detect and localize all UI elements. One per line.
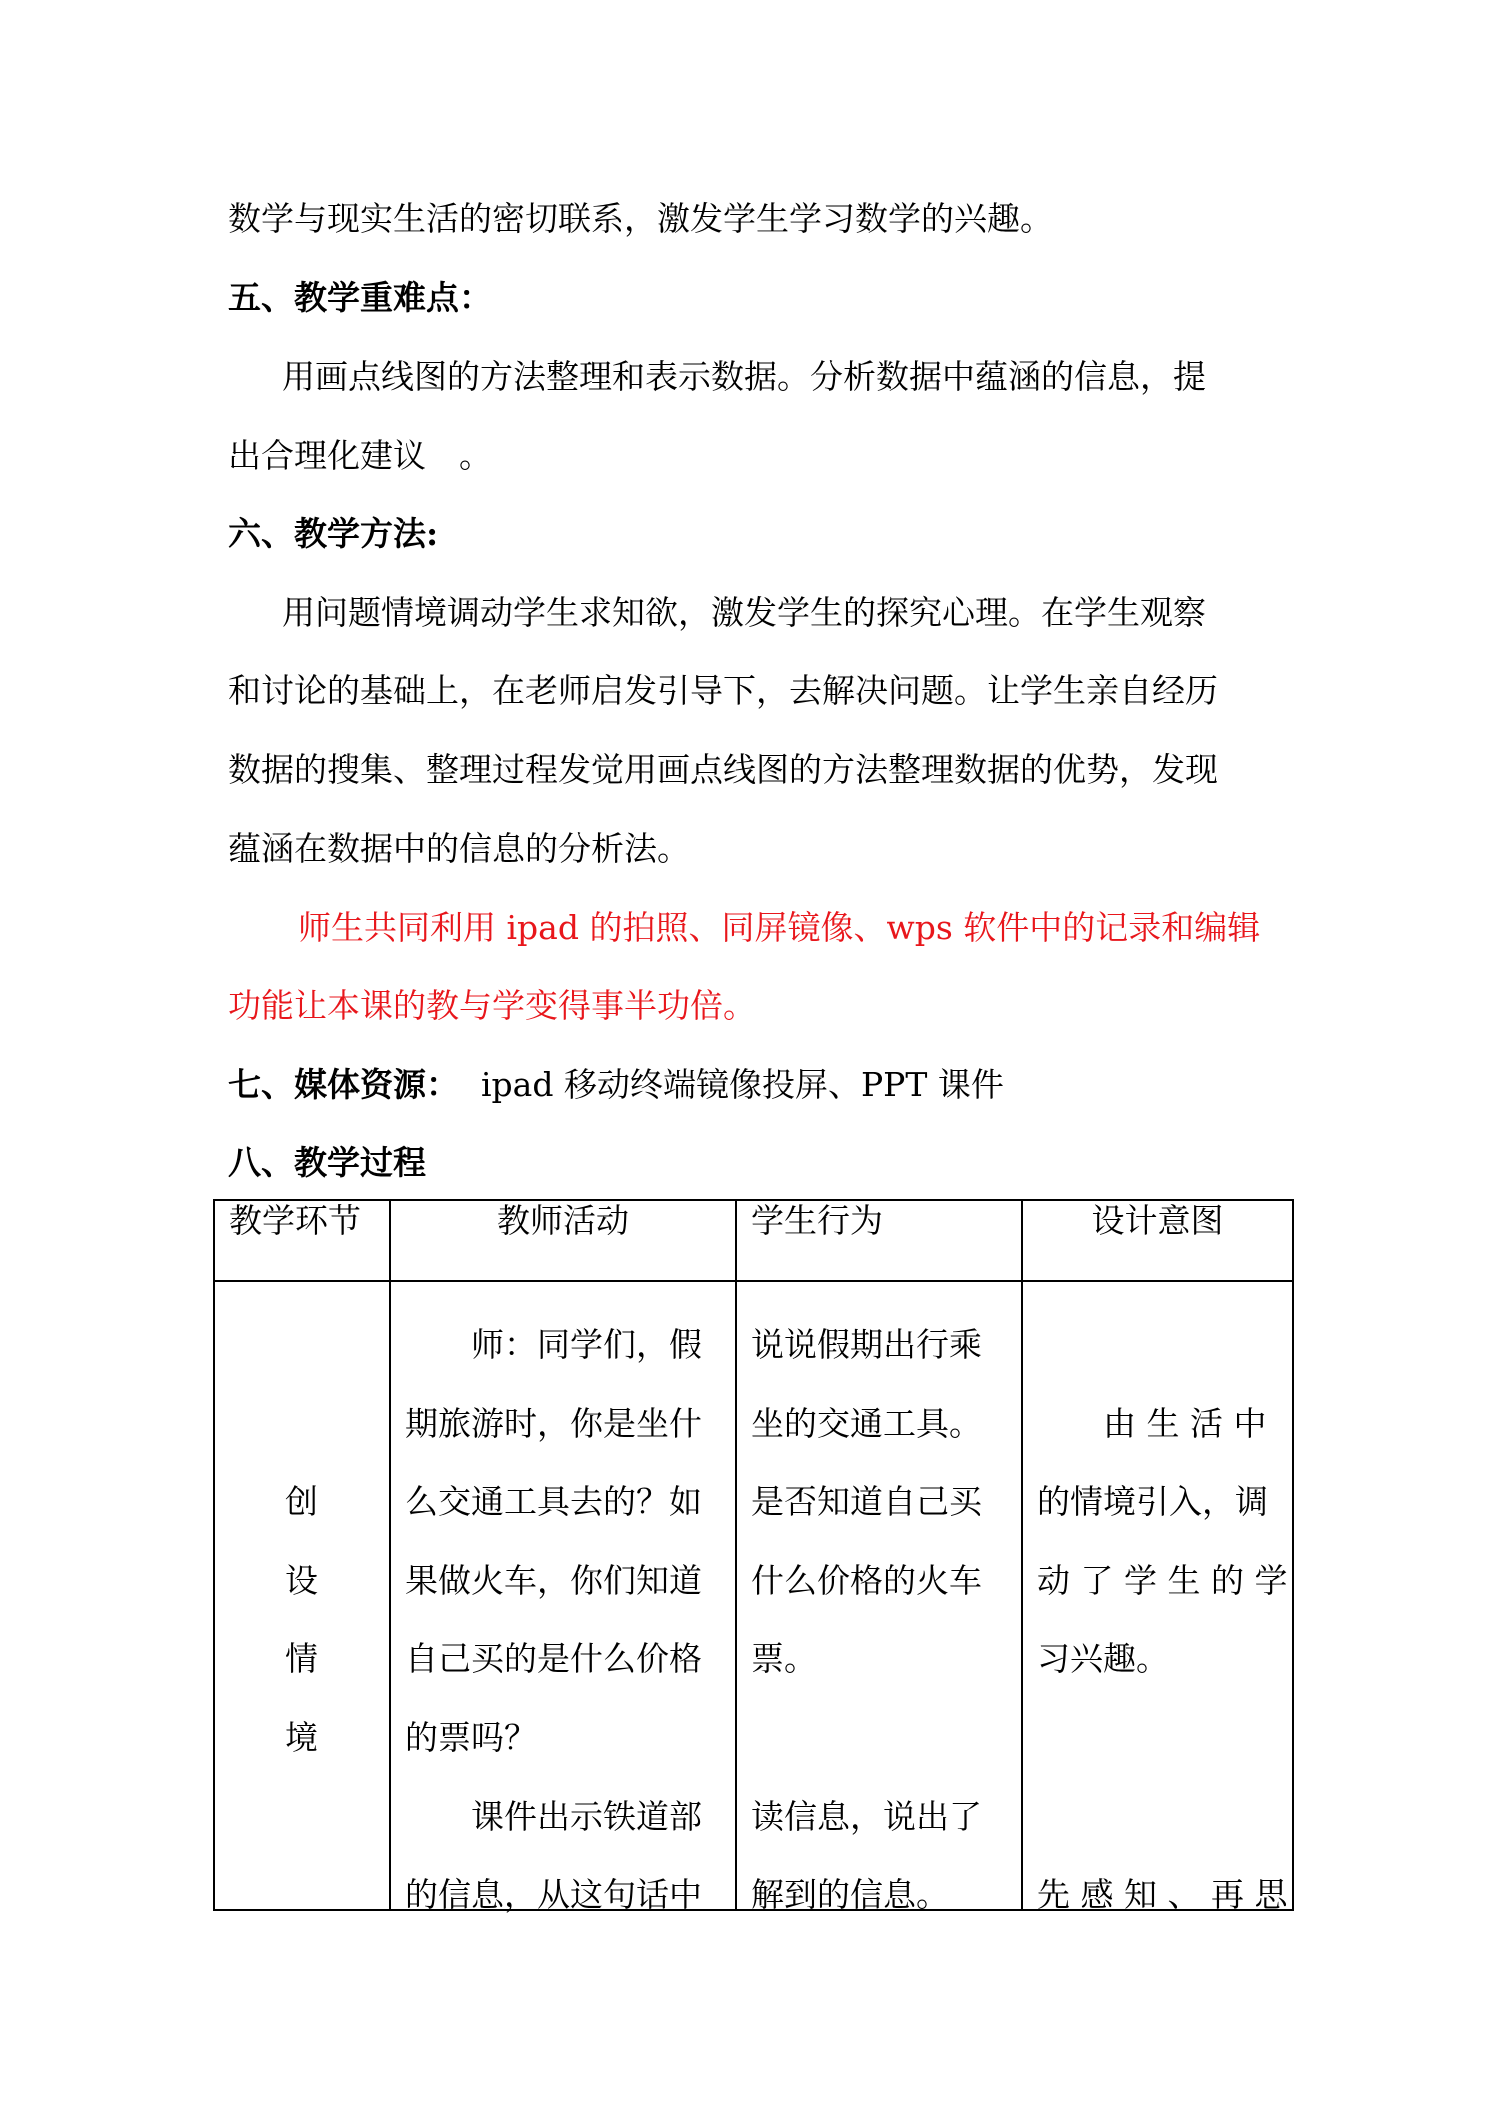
- section6-line-2: 和讨论的基础上，在老师启发引导下，去解决问题。让学生亲自经历: [228, 671, 1218, 710]
- intent-line-1: 由 生 活 中: [1037, 1404, 1267, 1443]
- stage-cell: [214, 1281, 390, 1910]
- header-cell-intent: [1022, 1200, 1293, 1281]
- teacher-line-7: 课件出示铁道部: [405, 1797, 702, 1836]
- teacher-line-1: 师：同学们，假: [405, 1325, 702, 1364]
- intent-line-3: 动 了 学 生 的 学: [1037, 1561, 1288, 1600]
- student-line-3: 是否知道自己买: [751, 1482, 982, 1521]
- section7-line: [228, 1065, 1268, 1105]
- stage-char-2: 设: [285, 1561, 318, 1600]
- student-line-6: 读信息，说出了: [751, 1797, 982, 1836]
- intro-line: 数学与现实生活的密切联系，激发学生学习数学的兴趣。: [228, 199, 1053, 238]
- header-cell-student: [736, 1200, 1022, 1281]
- student-line-5: 票。: [751, 1639, 817, 1678]
- stage-char-1: 创: [285, 1482, 318, 1521]
- header-student: 学生行为: [751, 1201, 883, 1240]
- intent-cell: [1022, 1281, 1293, 1914]
- stage-char-4: 境: [285, 1718, 318, 1757]
- section5-heading: 五、教学重难点：: [228, 278, 492, 317]
- header-cell-teacher: [390, 1200, 736, 1281]
- intent-line-5: 先 感 知 、 再 思: [1037, 1875, 1288, 1914]
- section6-line-4: 蕴涵在数据中的信息的分析法。: [228, 829, 690, 868]
- header-cell-stage: [214, 1200, 390, 1281]
- header-teacher: 教师活动: [497, 1201, 629, 1240]
- teacher-line-8: 的信息，从这句话中: [405, 1875, 702, 1914]
- student-cell: [736, 1281, 1022, 1914]
- student-line-2: 坐的交通工具。: [751, 1404, 982, 1443]
- teacher-line-3: 么交通工具去的？如: [405, 1482, 702, 1521]
- header-stage: 教学环节: [229, 1201, 361, 1240]
- section7-text: ipad 移动终端镜像投屏、PPT 课件: [481, 1065, 1004, 1104]
- section6-red-line-2: 功能让本课的教与学变得事半功倍。: [228, 986, 756, 1025]
- teaching-process-table: [213, 1199, 1294, 1914]
- intent-line-4: 习兴趣。: [1037, 1639, 1169, 1678]
- section6-line-1: 用问题情境调动学生求知欲，激发学生的探究心理。在学生观察: [282, 593, 1206, 632]
- section6-red-line-1: 师生共同利用 ipad 的拍照、同屏镜像、wps 软件中的记录和编辑: [298, 908, 1261, 947]
- student-line-4: 什么价格的火车: [751, 1561, 982, 1600]
- header-intent: 设计意图: [1091, 1201, 1224, 1240]
- teacher-line-5: 自己买的是什么价格: [405, 1639, 702, 1678]
- student-line-7: 解到的信息。: [751, 1875, 949, 1914]
- teacher-cell: [390, 1281, 736, 1914]
- section8-heading: 八、教学过程: [228, 1143, 426, 1182]
- intent-line-2: 的情境引入，调: [1037, 1482, 1268, 1521]
- student-line-1: 说说假期出行乘: [751, 1325, 982, 1364]
- teacher-line-4: 果做火车，你们知道: [405, 1561, 702, 1600]
- section5-line-1: 用画点线图的方法整理和表示数据。分析数据中蕴涵的信息，提: [282, 357, 1206, 396]
- section6-heading: 六、教学方法:: [228, 514, 439, 553]
- table-row: [214, 1281, 1293, 1910]
- table-header-row: [214, 1200, 1293, 1281]
- section7-heading: 七、媒体资源：: [228, 1065, 459, 1104]
- stage-char-3: 情: [285, 1639, 318, 1678]
- section5-line-2: 出合理化建议 。: [228, 436, 492, 475]
- teacher-line-2: 期旅游时，你是坐什: [405, 1404, 702, 1443]
- section6-line-3: 数据的搜集、整理过程发觉用画点线图的方法整理数据的优势，发现: [228, 750, 1218, 789]
- teacher-line-6: 的票吗？: [405, 1718, 537, 1757]
